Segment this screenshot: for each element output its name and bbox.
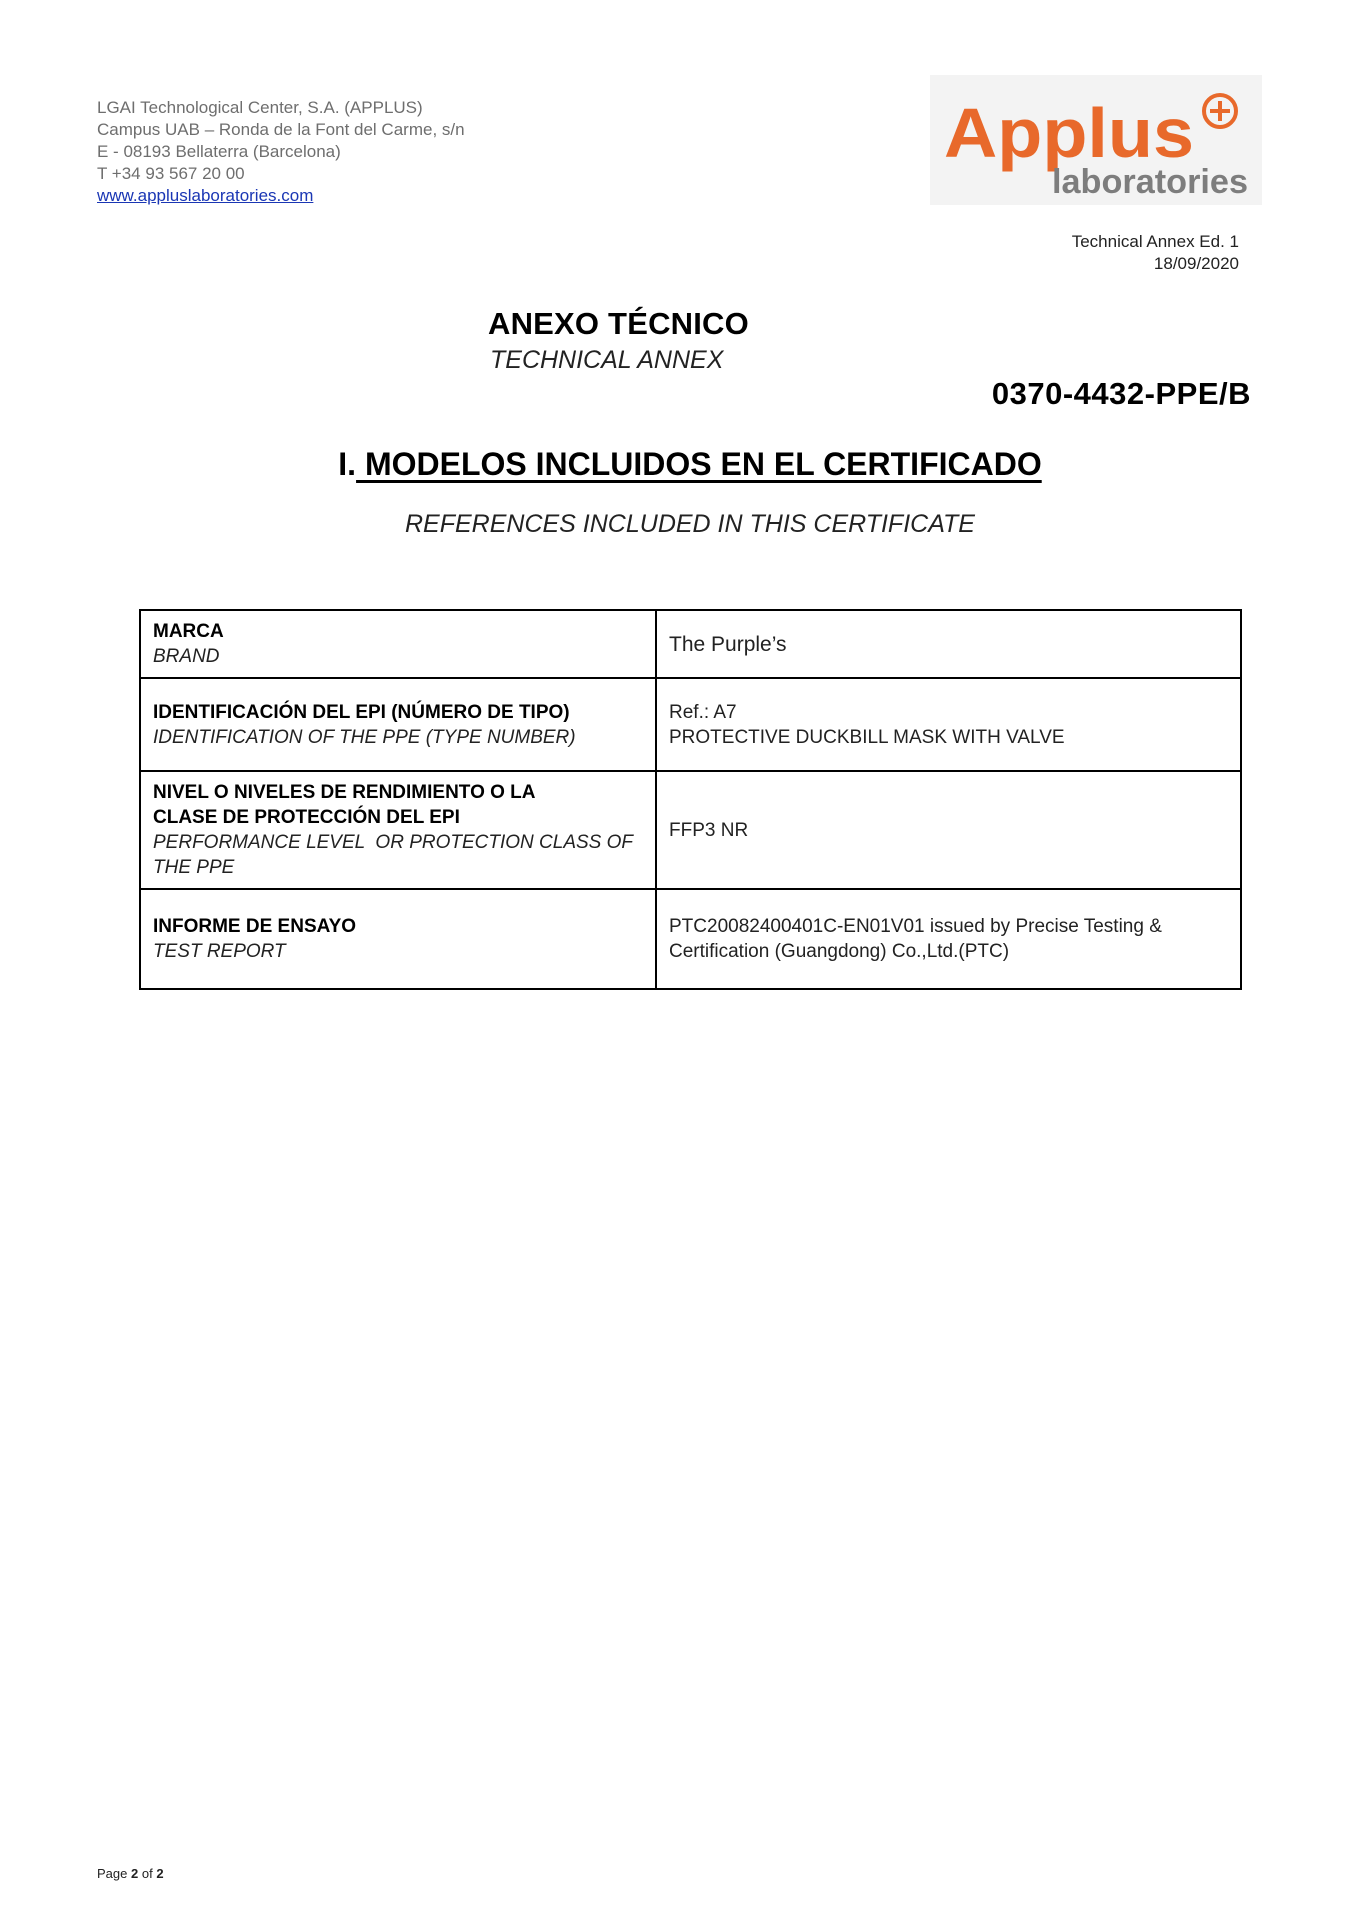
value-report-line-1: PTC20082400401C-EN01V01 issued by Precise Testing &: [669, 916, 1162, 937]
section-heading-text: MODELOS INCLUIDOS EN EL CERTIFICADO: [356, 446, 1042, 482]
row-label-cell: [140, 889, 656, 989]
applus-logo-graphic: [930, 75, 1262, 205]
certificate-number: 0370-4432-PPE/B: [991, 376, 1251, 411]
section-subheading: REFERENCES INCLUDED IN THIS CERTIFICATE: [405, 510, 975, 538]
label-es: MARCA: [153, 621, 224, 642]
logo-word: Applus: [944, 94, 1194, 172]
page-footer: [97, 1866, 164, 1881]
value-description: PROTECTIVE DUCKBILL MASK WITH VALVE: [669, 726, 1065, 748]
section-number: I.: [338, 446, 357, 482]
models-table: [139, 609, 1242, 990]
label-en: TEST REPORT: [153, 941, 286, 962]
table-row-test-report: [140, 889, 1241, 989]
table-row-identification: [140, 678, 1241, 771]
section-heading: [0, 446, 1357, 483]
annex-edition-block: [1072, 231, 1239, 275]
table-row-brand: [140, 610, 1241, 678]
lab-address-line-2: E - 08193 Bellaterra (Barcelona): [97, 142, 341, 161]
lab-address-block: [97, 97, 465, 207]
label-es-line-1: NIVEL O NIVELES DE RENDIMIENTO O LA: [153, 782, 536, 803]
lab-name: LGAI Technological Center, S.A. (APPLUS): [97, 98, 423, 117]
label-en-line-1: PERFORMANCE LEVEL OR PROTECTION CLASS OF: [153, 832, 634, 853]
table-row-performance-level: [140, 771, 1241, 889]
total-pages: 2: [156, 1866, 164, 1881]
value-report-line-2: Certification (Guangdong) Co.,Ltd.(PTC): [669, 941, 1010, 962]
row-label-cell: [140, 678, 656, 771]
value-reference: Ref.: A7: [669, 701, 737, 723]
applus-laboratories-logo: [930, 75, 1262, 205]
label-en: IDENTIFICATION OF THE PPE (TYPE NUMBER): [153, 726, 576, 748]
label-es: IDENTIFICACIÓN DEL EPI (NÚMERO DE TIPO): [153, 701, 570, 723]
row-label-cell: [140, 771, 656, 889]
row-value-cell: [656, 771, 1241, 889]
of-word: of: [141, 1866, 153, 1881]
logo-subtitle: laboratories: [1052, 163, 1248, 201]
label-es-line-2: CLASE DE PROTECCIÓN DEL EPI: [153, 807, 460, 828]
current-page: 2: [131, 1866, 139, 1881]
row-value-cell: [656, 610, 1241, 678]
label-en: BRAND: [153, 646, 220, 667]
document-title-es: ANEXO TÉCNICO: [488, 306, 749, 341]
row-label-cell: [140, 610, 656, 678]
annex-date: 18/09/2020: [1153, 254, 1239, 273]
lab-phone: T +34 93 567 20 00: [97, 164, 245, 183]
document-title-en: TECHNICAL ANNEX: [490, 346, 724, 374]
value-protection-class: FFP3 NR: [669, 819, 749, 841]
annex-edition: Technical Annex Ed. 1: [1071, 232, 1239, 251]
label-es: INFORME DE ENSAYO: [153, 916, 357, 937]
value-brand: The Purple’s: [669, 632, 787, 656]
plus-badge-icon: [1204, 95, 1236, 127]
row-value-cell: [656, 889, 1241, 989]
label-en-line-2: THE PPE: [153, 857, 235, 878]
row-value-cell: [656, 678, 1241, 771]
lab-website-link[interactable]: www.appluslaboratories.com: [97, 186, 314, 205]
lab-address-line-1: Campus UAB – Ronda de la Font del Carme, s/n: [97, 120, 465, 139]
page-word: Page: [97, 1866, 128, 1881]
